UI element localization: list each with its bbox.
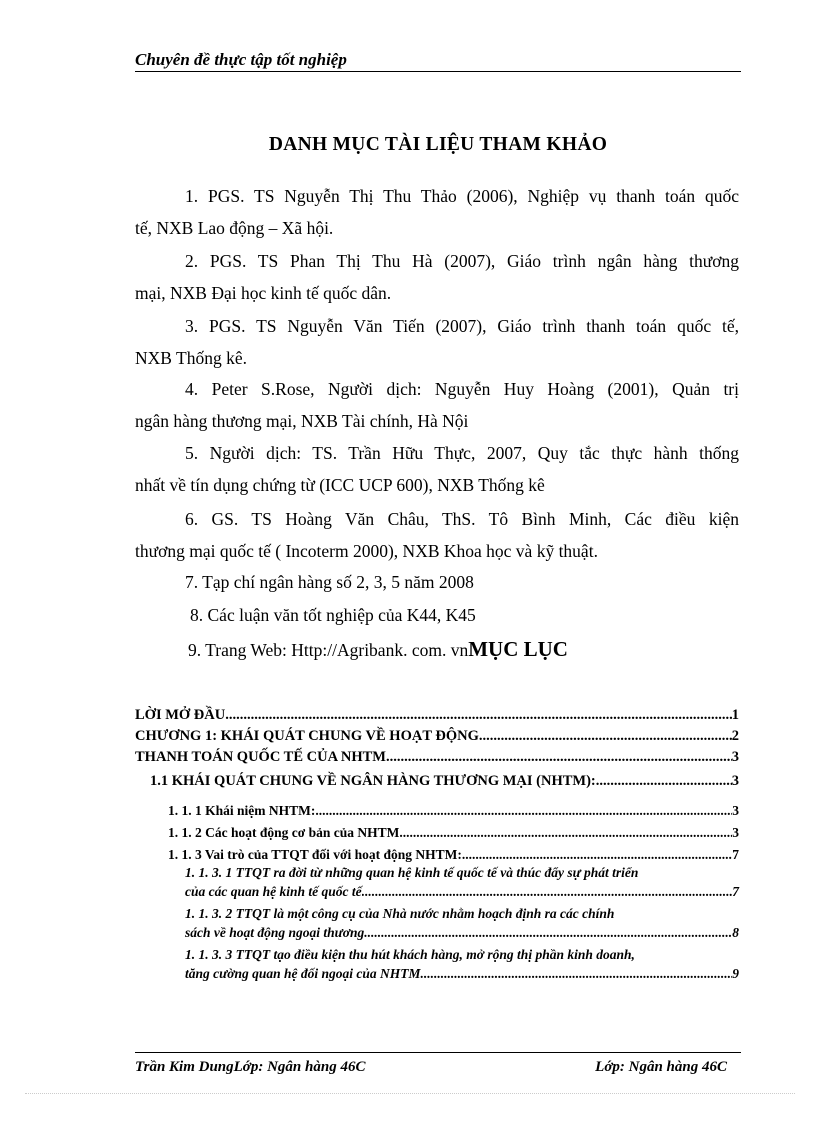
reference-2-line2: mại, NXB Đại học kinh tế quốc dân.	[135, 283, 392, 303]
reference-4-line1: 4. Peter S.Rose, Người dịch: Nguyễn Huy Hoàng (2001), Quản trị	[185, 379, 739, 399]
toc-entry-text: 1. 1. 1 Khái niệm NHTM:	[168, 803, 316, 818]
toc-leader	[386, 749, 732, 766]
toc-entry-first-line[interactable]: 1. 1. 3. 2 TTQT là một công cụ của Nhà nước nhằm hoạch định ra các chính	[185, 906, 615, 921]
footer-left: Trần Kim DungLớp: Ngân hàng 46C	[135, 1059, 366, 1075]
toc-entry-text: tăng cường quan hệ đối ngoại của NHTM.	[185, 966, 424, 981]
toc-entry-text: của các quan hệ kinh tế quốc tế	[185, 884, 362, 899]
reference-5	[135, 437, 739, 501]
toc-entry-text: 1. 1. 2 Các hoạt động cơ bản của NHTM	[168, 825, 400, 840]
page-title: DANH MỤC TÀI LIỆU THAM KHẢO	[268, 134, 608, 155]
toc-entry[interactable]	[135, 728, 739, 745]
page-header: Chuyên đề thực tập tốt nghiệp	[135, 50, 741, 72]
reference-4	[135, 373, 739, 437]
reference-1	[135, 180, 739, 244]
toc-leader	[225, 707, 732, 724]
toc-entry-page: 9	[732, 966, 739, 981]
toc-entry-text: 1. 1. 3 Vai trò của TTQT đối với hoạt động NHTM:	[168, 847, 462, 862]
toc-entry[interactable]	[185, 884, 739, 900]
toc-leader	[364, 925, 732, 941]
toc-entry-text: sách về hoạt động ngoại thương	[185, 925, 365, 940]
toc-entry[interactable]	[168, 825, 739, 841]
toc-heading: MỤC LỤC	[468, 637, 568, 661]
toc-leader	[596, 773, 732, 790]
toc-leader	[479, 728, 732, 745]
reference-4-line2: ngân hàng thương mại, NXB Tài chính, Hà Nội	[135, 411, 469, 431]
reference-9	[188, 637, 568, 662]
toc-entry[interactable]	[185, 966, 739, 982]
reference-3-line1: 3. PGS. TS Nguyễn Văn Tiến (2007), Giáo trình thanh toán quốc tế,	[185, 316, 739, 336]
toc-entry-first-line[interactable]: 1. 1. 3. 3 TTQT tạo điều kiện thu hút khách hàng, mở rộng thị phần kinh doanh,	[185, 947, 635, 962]
toc-entry-first-line[interactable]: 1. 1. 3. 1 TTQT ra đời từ những quan hệ kinh tế quốc tế và thúc đẩy sự phát triển	[185, 865, 639, 880]
reference-5-line2: nhất về tín dụng chứng từ (ICC UCP 600), NXB Thống kê	[135, 475, 545, 495]
page-footer	[135, 1052, 741, 1075]
toc-entry[interactable]	[135, 749, 739, 766]
toc-entry-page: 3	[732, 803, 739, 818]
toc-leader	[462, 847, 732, 863]
toc-leader	[362, 884, 733, 900]
toc-entry-page: 3	[732, 825, 739, 840]
toc-entry-page: 8	[732, 925, 739, 940]
toc-entry[interactable]	[150, 773, 739, 790]
toc-entry[interactable]	[185, 925, 739, 941]
toc-leader	[424, 966, 732, 982]
reference-2-line1: 2. PGS. TS Phan Thị Thu Hà (2007), Giáo trình ngân hàng thương	[185, 251, 739, 271]
reference-1-line1: 1. PGS. TS Nguyễn Thị Thu Thảo (2006), Nghiệp vụ thanh toán quốc	[185, 186, 739, 206]
reference-9-text: 9. Trang Web: Http://Agribank. com. vn	[188, 640, 469, 660]
toc-entry-text: THANH TOÁN QUỐC TẾ CỦA NHTM	[135, 749, 386, 765]
toc-leader	[315, 803, 732, 819]
toc-entry-page: 7	[732, 884, 739, 899]
toc-entry-text: LỜI MỞ ĐẦU	[135, 707, 226, 723]
toc-leader	[399, 825, 732, 841]
reference-3	[135, 310, 739, 374]
reference-6	[135, 503, 739, 567]
toc-entry[interactable]	[135, 707, 739, 724]
reference-8: 8. Các luận văn tốt nghiệp của K44, K45	[190, 605, 476, 625]
reference-3-line2: NXB Thống kê.	[135, 348, 247, 368]
reference-6-line1: 6. GS. TS Hoàng Văn Châu, ThS. Tô Bình Minh, Các điều kiện	[185, 509, 739, 529]
reference-6-line2: thương mại quốc tế ( Incoterm 2000), NXB Khoa học và kỹ thuật.	[135, 541, 598, 561]
reference-5-line1: 5. Người dịch: TS. Trần Hữu Thực, 2007, Quy tắc thực hành thống	[185, 443, 739, 463]
toc-entry[interactable]	[168, 847, 739, 863]
toc-entry-text: 1.1 KHÁI QUÁT CHUNG VỀ NGÂN HÀNG THƯƠNG MẠI (NHTM):	[150, 773, 596, 789]
footer-right: Lớp: Ngân hàng 46C	[595, 1059, 727, 1075]
toc-entry-page: 3	[731, 749, 739, 765]
toc-entry-page: 7	[732, 847, 739, 862]
reference-1-line2: tế, NXB Lao động – Xã hội.	[135, 218, 334, 238]
reference-7: 7. Tạp chí ngân hàng số 2, 3, 5 năm 2008	[185, 572, 474, 592]
page-edge-divider	[25, 1093, 795, 1094]
toc-entry-page: 1	[731, 707, 739, 723]
toc-entry-text: CHƯƠNG 1: KHÁI QUÁT CHUNG VỀ HOẠT ĐỘNG	[135, 728, 479, 744]
toc-entry-page: 2	[731, 728, 739, 744]
toc-entry[interactable]	[168, 803, 739, 819]
toc-entry-page: 3	[731, 773, 739, 789]
reference-2	[135, 245, 739, 309]
